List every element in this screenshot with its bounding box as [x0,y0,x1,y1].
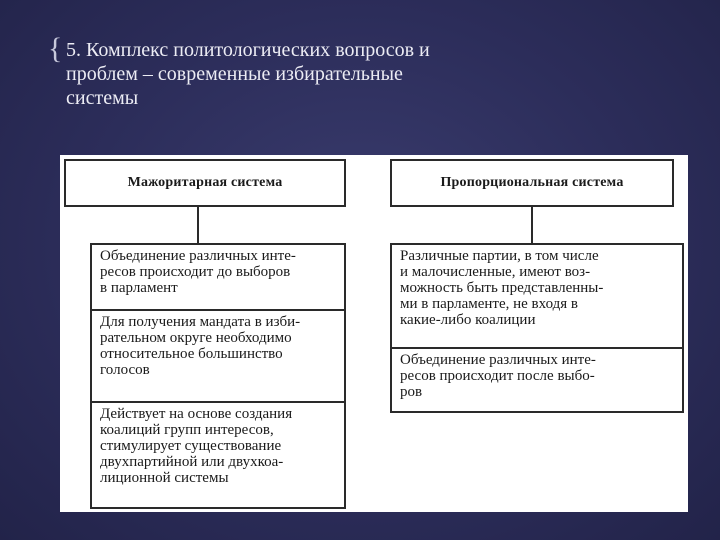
majoritarian-header-box [64,159,346,207]
text-line: ми в парламенте, не входя в [400,296,579,312]
text-line: Объединение различных инте- [100,248,296,264]
text-line: ресов происходит до выборов [100,264,291,280]
text-line: какие-либо коалиции [400,312,536,328]
slide-title-line: проблем – современные избирательные [66,63,403,85]
proportional-features-box [390,243,684,413]
text-line: Для получения мандата в изби- [100,314,301,330]
election-systems-diagram [60,155,688,512]
majoritarian-feature-1 [92,245,344,311]
slide-title-line: 5. Комплекс политологических вопросов и [66,39,430,61]
text-line: двухпартийной или двухкоа- [100,454,284,470]
text-line: и малочисленные, имеют воз- [400,264,591,280]
majoritarian-feature-3 [92,403,344,507]
text-line: Различные партии, в том числе [400,248,599,264]
text-line: можность быть представленны- [400,280,604,296]
text-line: в парламент [100,280,178,296]
proportional-connector [531,207,533,243]
text-line: ров [400,384,423,400]
proportional-header: Пропорциональная система [440,175,624,190]
text-line: коалиций групп интересов, [100,422,274,438]
majoritarian-feature-2 [92,311,344,403]
text-line: относительное большинство [100,346,283,362]
proportional-feature-1 [392,245,682,349]
text-line: ресов происходит после выбо- [400,368,595,384]
majoritarian-features-box [90,243,346,509]
text-line: голосов [100,362,150,378]
proportional-header-box [390,159,674,207]
slide-title [66,38,586,110]
text-line: стимулирует существование [100,438,282,454]
majoritarian-header: Мажоритарная система [127,175,283,190]
majoritarian-connector [197,207,199,243]
left-brace-decoration: { [48,32,63,65]
text-line: Объединение различных инте- [400,352,596,368]
slide-title-line: системы [66,87,139,109]
text-line: лиционной системы [100,470,229,486]
text-line: рательном округе необходимо [100,330,292,346]
proportional-feature-2 [392,349,682,411]
text-line: Действует на основе создания [100,406,293,422]
